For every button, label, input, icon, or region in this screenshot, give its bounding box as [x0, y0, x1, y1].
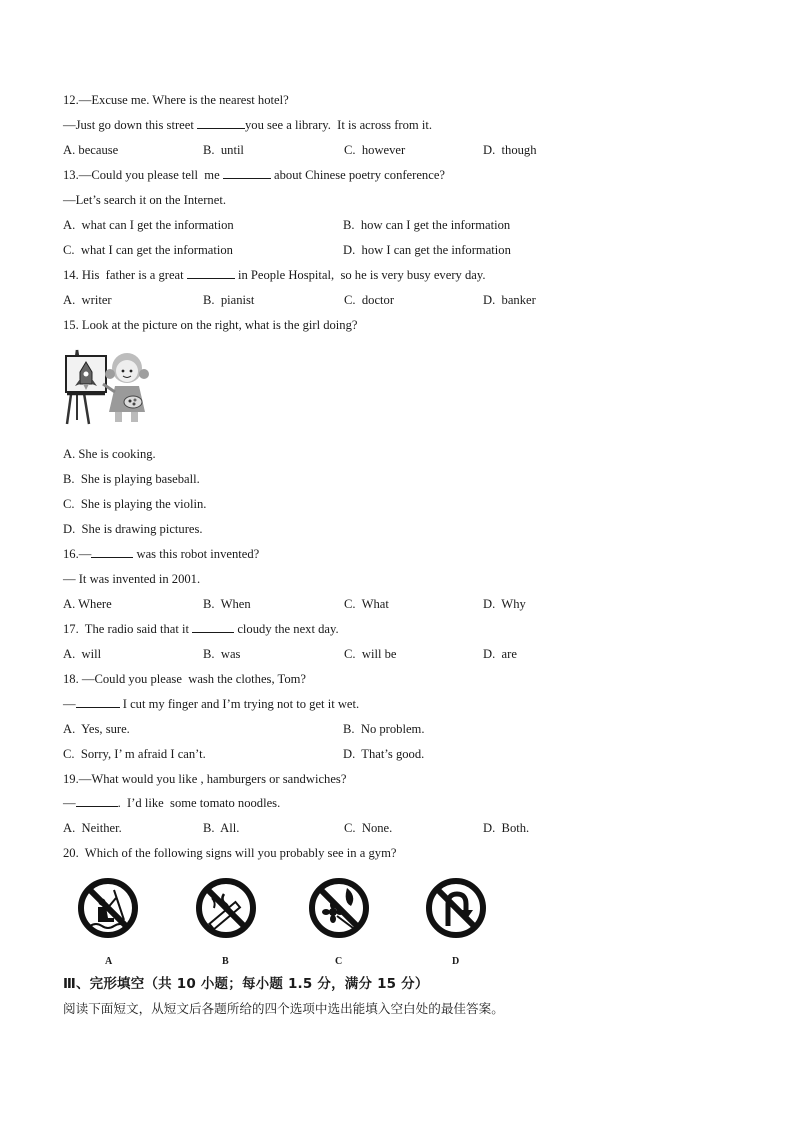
q14-option-a: A. writer	[63, 293, 112, 307]
q15-option-b: B. She is playing baseball.	[63, 472, 200, 486]
q17-option-c: C. will be	[344, 647, 397, 661]
question-13-response: —Let’s search it on the Internet.	[63, 193, 226, 207]
no-u-turn-icon	[424, 876, 488, 940]
q18-option-b: B. No problem.	[343, 722, 425, 736]
question-12-response	[63, 117, 432, 133]
response-suffix: you see a library. It is across from it.	[244, 118, 432, 132]
question-13	[63, 167, 445, 183]
q18-option-a: A. Yes, sure.	[63, 722, 130, 736]
answer-blank	[192, 621, 234, 633]
section-3-instruction: 阅读下面短文，从短文后各题所给的四个选项中选出能填入空白处的最佳答案。	[63, 1001, 504, 1016]
q17-option-b: B. was	[203, 647, 241, 661]
q14-option-d: D. banker	[483, 293, 536, 307]
question-15: 15. Look at the picture on the right, what is the girl doing?	[63, 318, 358, 332]
question-16-response: — It was invented in 2001.	[63, 572, 201, 586]
question-prefix: 17. The radio said that it	[63, 622, 193, 636]
answer-blank	[91, 546, 133, 558]
no-fishing-icon	[76, 876, 140, 940]
q16-option-c: C. What	[344, 597, 389, 611]
question-20: 20. Which of the following signs will you probably see in a gym?	[63, 846, 397, 860]
question-12: 12.—Excuse me. Where is the nearest hotel?	[63, 93, 289, 107]
no-picking-flowers-icon	[307, 876, 371, 940]
question-16	[63, 546, 259, 562]
q14-option-b: B. pianist	[203, 293, 255, 307]
q16-option-a: A. Where	[63, 597, 112, 611]
question-suffix: about Chinese poetry conference?	[270, 168, 445, 182]
answer-blank	[76, 696, 120, 708]
no-smoking-icon	[194, 876, 258, 940]
answer-blank	[76, 795, 118, 807]
q12-option-b: B. until	[203, 143, 244, 157]
question-14	[63, 267, 485, 283]
sign-label-d: D	[452, 956, 460, 967]
response-prefix: —Just go down this street	[63, 118, 197, 132]
q15-option-d: D. She is drawing pictures.	[63, 522, 203, 536]
sign-label-a: A	[105, 956, 113, 967]
question-prefix: 16.—	[63, 547, 92, 561]
q16-option-d: D. Why	[483, 597, 526, 611]
answer-blank	[223, 167, 271, 179]
q12-option-d: D. though	[483, 143, 537, 157]
q12-option-c: C. however	[344, 143, 406, 157]
section-3-heading: Ⅲ、完形填空（共 10 小题；每小题 1.5 分，满分 15 分）	[63, 976, 429, 992]
q17-option-a: A. will	[63, 647, 102, 661]
q19-option-c: C. None.	[344, 821, 393, 835]
question-17	[63, 621, 339, 637]
q12-option-a: A. because	[63, 143, 119, 157]
answer-blank	[197, 117, 245, 129]
question-suffix: cloudy the next day.	[234, 622, 339, 636]
q18-option-c: C. Sorry, I’ m afraid I can’t.	[63, 747, 206, 761]
question-18: 18. —Could you please wash the clothes, Tom?	[63, 672, 307, 686]
q13-option-a: A. what can I get the information	[63, 218, 234, 232]
q14-option-c: C. doctor	[344, 293, 395, 307]
q17-option-d: D. are	[483, 647, 517, 661]
q19-option-d: D. Both.	[483, 821, 530, 835]
question-19-response	[63, 795, 280, 811]
answer-blank	[187, 267, 235, 279]
q18-option-d: D. That’s good.	[343, 747, 425, 761]
response-prefix: —	[63, 796, 76, 810]
q16-option-b: B. When	[203, 597, 251, 611]
question-18-response	[63, 696, 359, 712]
q15-option-a: A. She is cooking.	[63, 447, 156, 461]
question-suffix: in People Hospital, so he is very busy every day.	[234, 268, 486, 282]
q19-option-a: A. Neither.	[63, 821, 122, 835]
q13-option-d: D. how I can get the information	[343, 243, 511, 257]
question-prefix: 13.—Could you please tell me	[63, 168, 223, 182]
sign-label-b: B	[222, 956, 229, 967]
q15-option-c: C. She is playing the violin.	[63, 497, 207, 511]
girl-painting-picture	[63, 346, 155, 426]
q13-option-c: C. what I can get the information	[63, 243, 233, 257]
response-suffix: I cut my finger and I’m trying not to get it wet.	[119, 697, 360, 711]
question-suffix: was this robot invented?	[133, 547, 260, 561]
sign-label-c: C	[335, 956, 343, 967]
question-prefix: 14. His father is a great	[63, 268, 187, 282]
q13-option-b: B. how can I get the information	[343, 218, 511, 232]
question-19: 19.—What would you like , hamburgers or sandwiches?	[63, 772, 347, 786]
response-prefix: —	[63, 697, 76, 711]
response-suffix: . I’d like some tomato noodles.	[117, 796, 281, 810]
q19-option-b: B. All.	[203, 821, 240, 835]
